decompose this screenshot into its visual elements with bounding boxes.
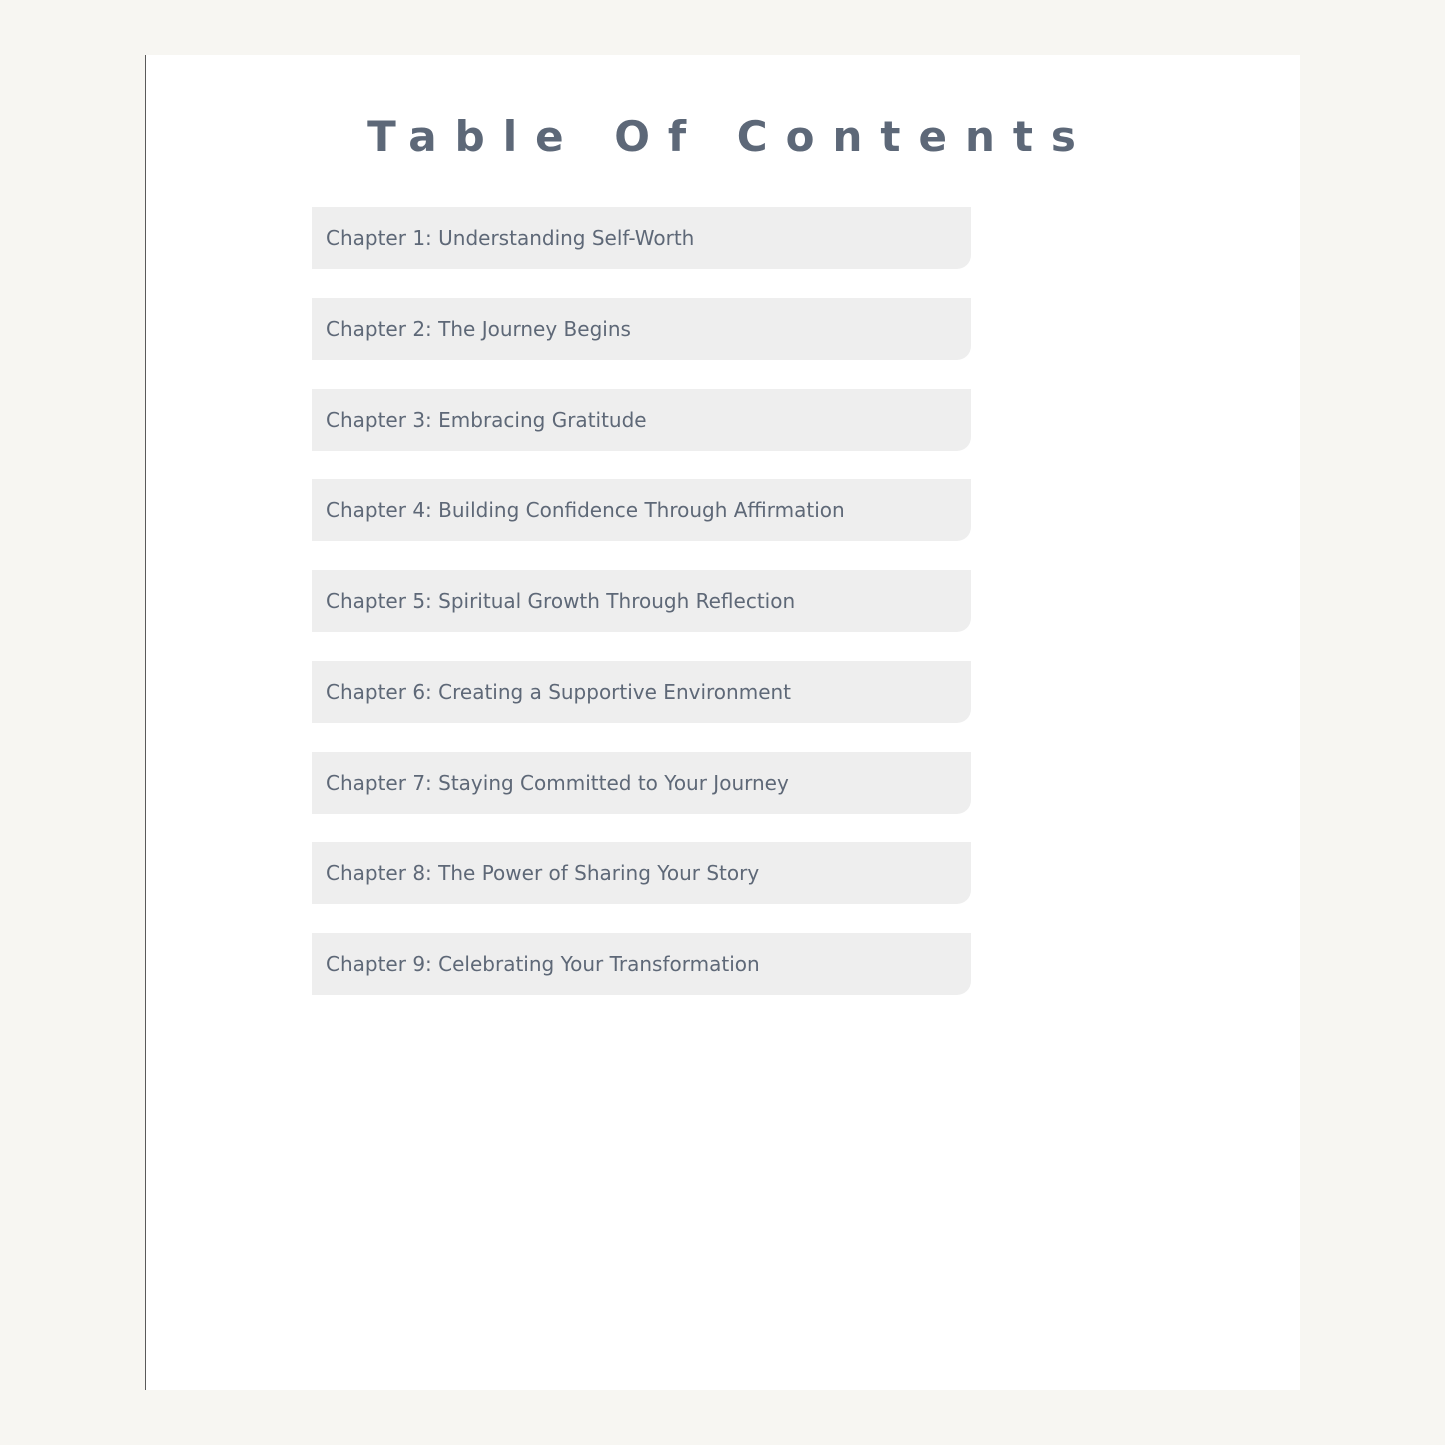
toc-item-label: Chapter 3: Embracing Gratitude (326, 407, 647, 432)
toc-item-label: Chapter 4: Building Confidence Through Affirmation (326, 498, 845, 523)
toc-item-chapter-9[interactable] (312, 933, 971, 995)
toc-item-chapter-4[interactable] (312, 479, 971, 541)
toc-item-label: Chapter 6: Creating a Supportive Environment (326, 679, 792, 704)
toc-item-chapter-8[interactable] (312, 842, 971, 904)
page-title: Table Of Contents (367, 112, 1094, 161)
toc-item-label: Chapter 9: Celebrating Your Transformation (326, 952, 760, 976)
toc-item-chapter-6[interactable] (312, 661, 971, 723)
toc-item-chapter-2[interactable] (312, 298, 971, 360)
toc-item-label: Chapter 8: The Power of Sharing Your Story (326, 861, 760, 886)
toc-list (312, 207, 971, 1024)
toc-item-chapter-5[interactable] (312, 570, 971, 632)
toc-item-chapter-7[interactable] (312, 752, 971, 814)
toc-item-label: Chapter 5: Spiritual Growth Through Reflection (326, 589, 796, 613)
toc-item-chapter-3[interactable] (312, 389, 971, 451)
toc-item-label: Chapter 7: Staying Committed to Your Journey (326, 770, 789, 795)
toc-item-label: Chapter 2: The Journey Begins (326, 316, 631, 341)
toc-item-chapter-1[interactable] (312, 207, 971, 269)
toc-item-label: Chapter 1: Understanding Self-Worth (326, 226, 695, 250)
document-page (145, 55, 1300, 1390)
